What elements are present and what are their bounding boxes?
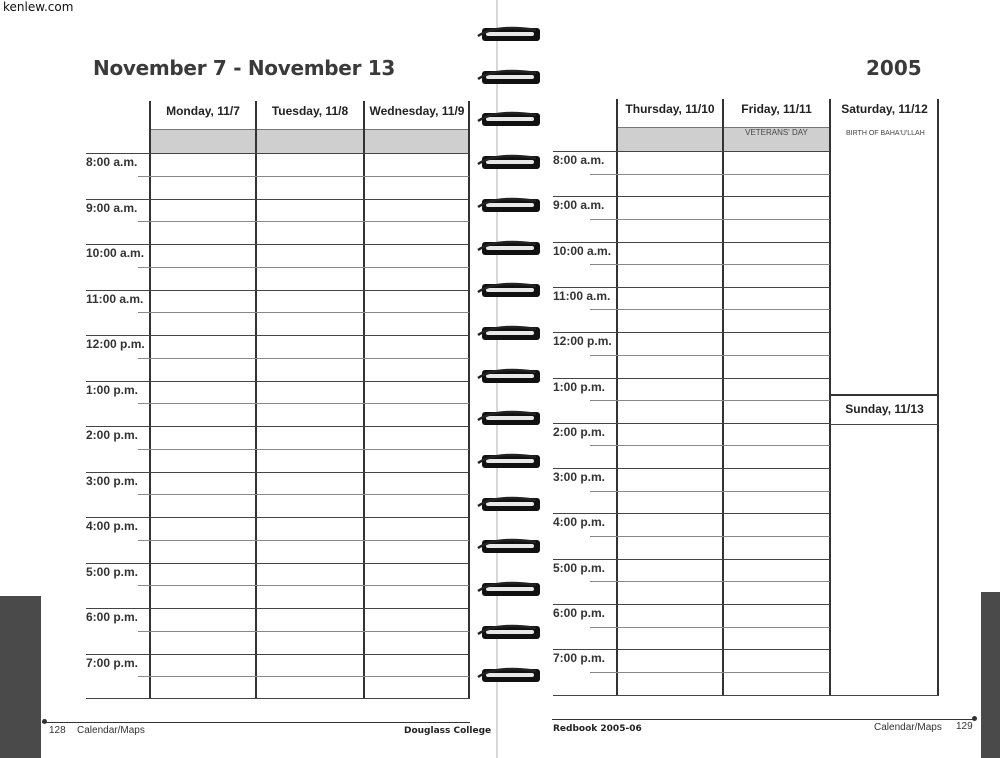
left-half-hour-line [138,631,469,632]
time-label: 11:00 a.m. [86,292,144,306]
left-half-hour-line [138,676,469,677]
left-footer-publisher: Douglass College [404,726,492,736]
time-label: 3:00 p.m. [553,470,606,484]
binding-ring [476,195,542,215]
time-label: 6:00 p.m. [86,610,139,624]
left-half-hour-line [138,176,469,177]
time-label: 8:00 a.m. [553,153,605,167]
binding-ring-icon [476,280,542,300]
right-half-hour-line [590,219,830,220]
right-bottom-line [553,695,938,696]
left-column-divider [149,101,151,699]
right-half-hour-line [590,536,830,537]
time-label: 3:00 p.m. [86,474,139,488]
right-hour-line [553,378,830,379]
right-hour-line [553,332,830,333]
binding-ring [476,494,542,514]
right-hour-line [553,151,830,152]
day-header-saturday: Saturday, 11/12 [841,102,928,116]
left-hour-line [86,199,469,200]
binding-ring [476,366,542,386]
right-column-divider [616,99,618,696]
right-half-hour-line [590,491,830,492]
time-label: 2:00 p.m. [86,428,139,442]
left-hour-line [86,244,469,245]
binding-ring-icon [476,451,542,471]
binding-ring [476,67,542,87]
right-footer-publication: Redbook 2005-06 [553,724,642,734]
right-hour-line [553,649,830,650]
left-footer-dot [42,719,47,724]
left-hour-line [86,290,469,291]
time-label: 4:00 p.m. [553,515,606,529]
time-label: 5:00 p.m. [553,561,606,575]
binding-ring [476,24,542,44]
watermark: kenlew.com [3,0,74,14]
binding-ring [476,109,542,129]
right-hour-line [553,423,830,424]
right-half-hour-line [590,400,830,401]
left-column-divider [468,101,470,699]
time-label: 4:00 p.m. [86,519,139,533]
left-half-hour-line [138,494,469,495]
binding-ring [476,323,542,343]
right-hour-line [553,468,830,469]
right-hour-line [553,287,830,288]
binding-ring-icon [476,152,542,172]
time-label: 7:00 p.m. [553,651,606,665]
binding-ring-icon [476,536,542,556]
left-column-divider [363,101,365,699]
binding-ring [476,451,542,471]
time-label: 1:00 p.m. [86,383,139,397]
time-label: 6:00 p.m. [553,606,606,620]
left-half-hour-line [138,358,469,359]
binding-ring [476,665,542,685]
time-label: 2:00 p.m. [553,425,606,439]
binding-ring-icon [476,622,542,642]
left-half-hour-line [138,540,469,541]
holiday-note-saturday: BIRTH OF BAHA'U'LLAH [846,130,925,137]
time-label: 1:00 p.m. [553,380,606,394]
right-hour-line [553,513,830,514]
right-half-hour-line [590,309,830,310]
left-header-shade [150,129,470,154]
left-half-hour-line [138,312,469,313]
time-label: 10:00 a.m. [86,246,145,260]
day-header-tuesday: Tuesday, 11/8 [271,104,349,118]
right-half-hour-line [590,264,830,265]
day-header-friday: Friday, 11/11 [741,102,812,116]
binding-ring [476,238,542,258]
binding-ring-icon [476,408,542,428]
right-column-divider [829,99,831,696]
time-label: 8:00 a.m. [86,155,138,169]
binding-ring [476,408,542,428]
page-year: 2005 [866,56,922,80]
right-half-hour-line [590,581,830,582]
left-bottom-line [86,698,469,699]
time-label: 9:00 a.m. [553,198,605,212]
left-half-hour-line [138,403,469,404]
holiday-note-friday: VETERANS' DAY [745,128,808,137]
right-column-divider [722,99,724,696]
time-label: 11:00 a.m. [553,289,611,303]
saturday-sunday-divider [830,394,938,396]
right-half-hour-line [590,355,830,356]
left-half-hour-line [138,221,469,222]
page-title: November 7 - November 13 [93,56,396,80]
left-hour-line [86,517,469,518]
binding-ring-icon [476,24,542,44]
left-footer-rule [42,722,470,723]
left-hour-line [86,335,469,336]
left-half-hour-line [138,585,469,586]
right-half-hour-line [590,672,830,673]
left-hour-line [86,563,469,564]
binding-ring [476,280,542,300]
binding-ring [476,152,542,172]
binding-ring-icon [476,195,542,215]
time-label: 5:00 p.m. [86,565,139,579]
binding-ring-icon [476,366,542,386]
right-hour-line [553,196,830,197]
binding-ring-icon [476,494,542,514]
left-hour-line [86,472,469,473]
right-half-hour-line [590,445,830,446]
right-footer-rule [552,719,976,720]
right-half-hour-line [590,627,830,628]
left-hour-line [86,381,469,382]
left-hour-line [86,426,469,427]
left-column-divider [255,101,257,699]
right-hour-line [553,559,830,560]
right-hour-line [553,242,830,243]
left-half-hour-line [138,267,469,268]
day-header-monday: Monday, 11/7 [166,104,240,118]
left-footer-section: Calendar/Maps [77,725,145,736]
day-header-sunday: Sunday, 11/13 [845,402,924,416]
left-hour-line [86,654,469,655]
binding-ring-icon [476,323,542,343]
binding-ring-icon [476,67,542,87]
right-hour-line [553,604,830,605]
time-label: 9:00 a.m. [86,201,138,215]
binding-ring-icon [476,109,542,129]
time-label: 12:00 p.m. [553,334,612,348]
binding-ring-icon [476,579,542,599]
time-label: 12:00 p.m. [86,337,145,351]
page-tab-right [981,592,1000,758]
left-page-number: 128 [49,725,66,736]
left-hour-line [86,153,469,154]
page-tab-left [0,596,41,758]
left-hour-line [86,608,469,609]
time-label: 7:00 p.m. [86,656,139,670]
binding-ring-icon [476,238,542,258]
day-header-thursday: Thursday, 11/10 [625,102,715,116]
right-column-divider [937,99,939,696]
binding-ring [476,622,542,642]
binding-ring [476,536,542,556]
left-half-hour-line [138,449,469,450]
right-page-number: 129 [956,721,973,732]
right-footer-section: Calendar/Maps [874,722,942,733]
right-half-hour-line [590,174,830,175]
binding-ring-icon [476,665,542,685]
time-label: 10:00 a.m. [553,244,612,258]
day-header-wednesday: Wednesday, 11/9 [369,104,465,118]
sunday-header-line [830,424,938,425]
binding-ring [476,579,542,599]
